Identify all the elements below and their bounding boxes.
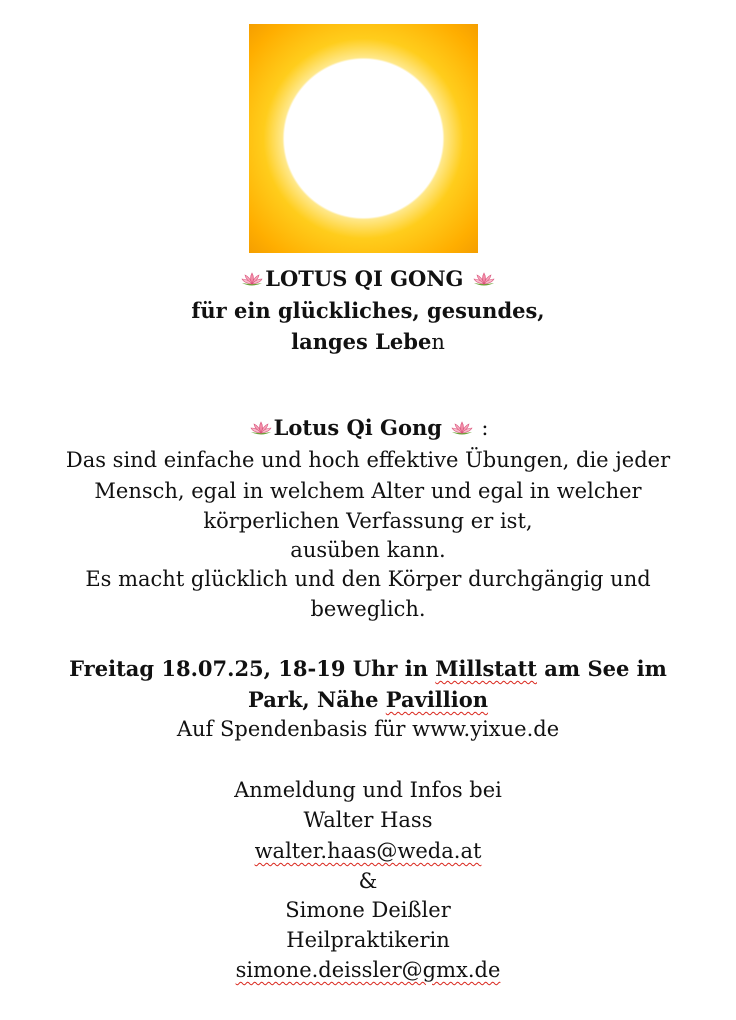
contact-email-2[interactable] — [0, 955, 736, 985]
email-link-1[interactable]: walter.haas@weda.at — [254, 839, 482, 863]
paragraph-line: beweglich. — [310, 597, 426, 621]
paragraph-line: Es macht glücklich und den Körper durchgängig und — [85, 567, 651, 591]
heading-subtitle-bold: langes Lebe — [291, 329, 432, 354]
event-location-line — [0, 685, 736, 715]
heading-title — [0, 264, 736, 294]
event-location-text: Park, Nähe — [247, 687, 386, 712]
heading-title-text: LOTUS QI GONG — [265, 266, 464, 291]
contact-email-1[interactable] — [0, 836, 736, 866]
paragraph-line: Mensch, egal in welchem Alter und egal in welcher — [94, 479, 642, 503]
section-title — [0, 413, 736, 443]
heading-subtitle-regular: n — [431, 330, 445, 354]
paragraph-line: ausüben kann. — [290, 538, 446, 562]
section-title-text: Lotus Qi Gong — [273, 415, 442, 440]
lotus-icon — [250, 420, 272, 436]
contact-intro: Anmeldung und Infos bei — [234, 778, 502, 802]
event-date-line — [0, 654, 736, 684]
contact-role-2: Heilpraktikerin — [286, 928, 450, 952]
lotus-icon — [473, 271, 495, 287]
heading-subtitle-line2 — [0, 327, 736, 357]
contact-ampersand: & — [358, 869, 378, 893]
contact-name-2: Simone Deißler — [285, 898, 451, 922]
event-place: Millstatt — [435, 656, 537, 681]
lotus-icon — [241, 271, 263, 287]
lotus-icon — [451, 420, 473, 436]
paragraph-line: Das sind einfache und hoch effektive Übungen, die jeder — [65, 448, 671, 472]
email-link-2[interactable]: simone.deissler@gmx.de — [235, 958, 501, 982]
event-date-text: Freitag 18.07.25, 18-19 Uhr in — [69, 656, 436, 681]
contact-name-1: Walter Hass — [303, 808, 433, 832]
section-title-suffix: : — [474, 416, 489, 440]
heading-subtitle-line1: für ein glückliches, gesundes, — [191, 298, 545, 323]
event-location-place: Pavillion — [385, 687, 489, 712]
donation-line: Auf Spendenbasis für www.yixue.de — [176, 717, 560, 741]
paragraph-line: körperlichen Verfassung er ist, — [203, 509, 533, 533]
event-place-suffix: am See im — [537, 656, 667, 681]
sun-image — [249, 24, 478, 253]
